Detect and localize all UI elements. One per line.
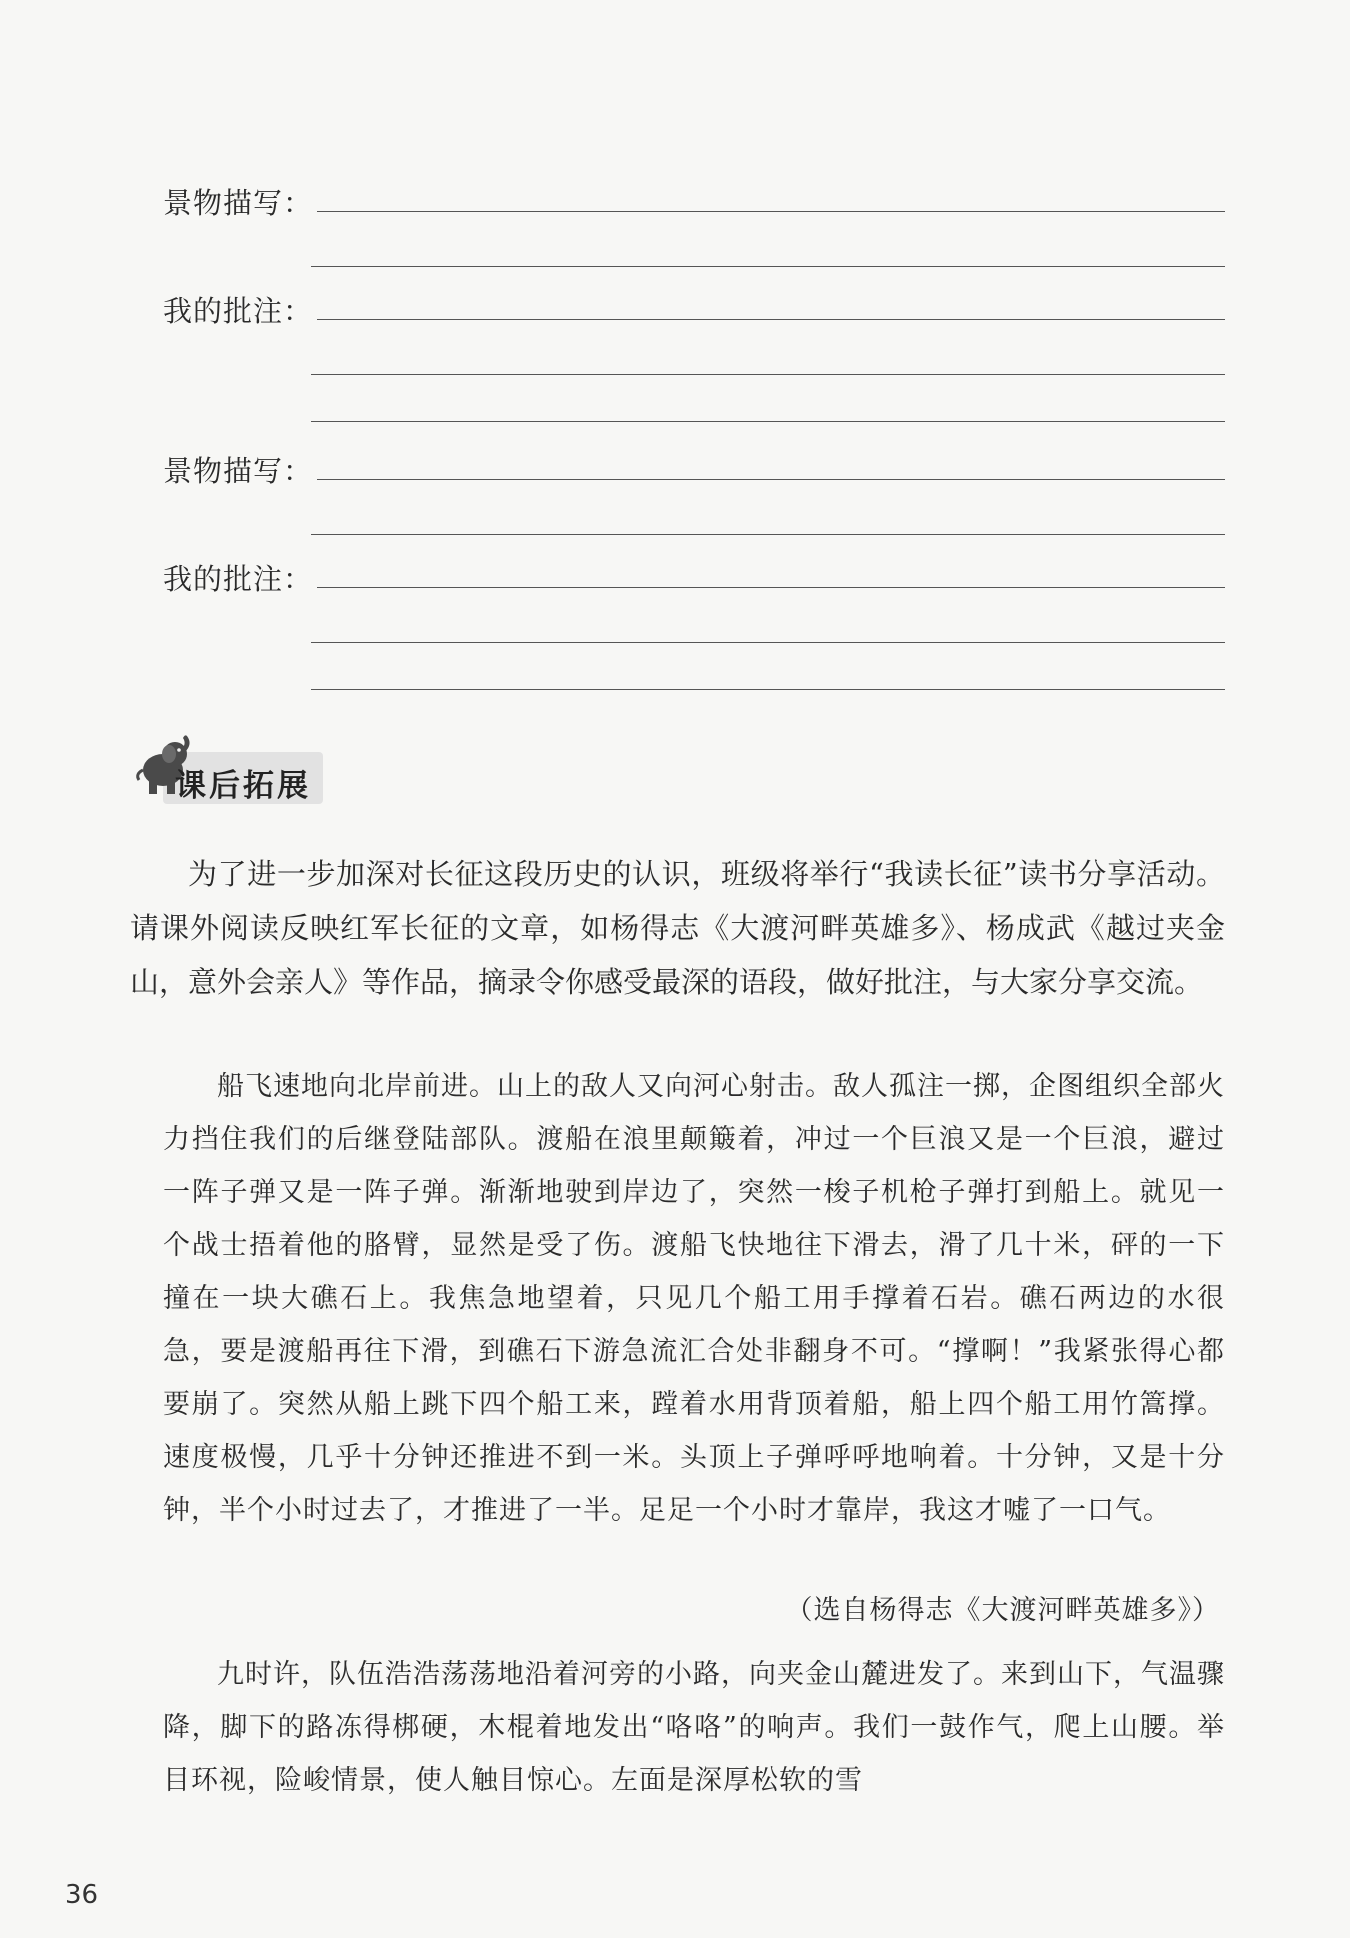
field-label: 景物描写： — [163, 186, 314, 220]
answer-line[interactable] — [311, 689, 1225, 690]
field-label: 我的批注： — [163, 294, 314, 328]
answer-line[interactable] — [311, 534, 1225, 535]
answer-line[interactable] — [317, 211, 1225, 212]
annotation-field-2 — [163, 538, 1225, 690]
answer-line[interactable] — [317, 319, 1225, 320]
answer-line[interactable] — [311, 374, 1225, 375]
scenery-description-field-2 — [163, 430, 1225, 535]
section-heading — [133, 730, 343, 810]
answer-line[interactable] — [311, 642, 1225, 643]
scenery-description-field-1 — [163, 162, 1225, 267]
section-title: 课后拓展 — [175, 768, 311, 804]
answer-line[interactable] — [317, 587, 1225, 588]
task-instructions: 为了进一步加深对长征这段历史的认识，班级将举行“我读长征”读书分享活动。请课外阅读反映红军长征的文章，如杨得志《大渡河畔英雄多》、杨成武《越过夹金山，意外会亲人》等作品，摘录令你感受最深的语段，做好批注，与大家分享交流。 — [130, 857, 1225, 999]
excerpt-paragraph-1: 船飞速地向北岸前进。山上的敌人又向河心射击。敌人孤注一掷，企图组织全部火力挡住我们的后继登陆部队。渡船在浪里颠簸着，冲过一个巨浪又是一个巨浪，避过一阵子弹又是一阵子弹。渐渐地驶到岸边了，突然一梭子机枪子弹打到船上。就见一个战士捂着他的胳臂，显然是受了伤。渡船飞快地往下滑去，滑了几十米，砰的一下撞在一块大礁石上。我焦急地望着，只见几个船工用手撑着石岩。礁石两边的水很急，要是渡船再往下滑，到礁石下游急流汇合处非翻身不可。“撑啊！”我紧张得心都要崩了。突然从船上跳下四个船工来，蹚着水用背顶着船，船上四个船工用竹篙撑。速度极慢，几乎十分钟还推进不到一米。头顶上子弹呼呼地响着。十分钟，又是十分钟，半个小时过去了，才推进了一半。足足一个小时才靠岸，我这才嘘了一口气。 — [163, 1071, 1225, 1526]
excerpt-paragraph-2: 九时许，队伍浩浩荡荡地沿着河旁的小路，向夹金山麓进发了。来到山下，气温骤降，脚下的路冻得梆硬，木棍着地发出“咯咯”的响声。我们一鼓作气，爬上山腰。举目环视，险峻情景，使人触目惊心。左面是深厚松软的雪 — [163, 1659, 1225, 1796]
answer-line[interactable] — [311, 421, 1225, 422]
answer-line[interactable] — [311, 266, 1225, 267]
field-label: 景物描写： — [163, 454, 314, 488]
excerpt-citation: （选自杨得志《大渡河畔英雄多》） — [785, 1595, 1220, 1626]
annotation-field-1 — [163, 270, 1225, 422]
page-number: 36 — [65, 1880, 99, 1910]
answer-line[interactable] — [317, 479, 1225, 480]
field-label: 我的批注： — [163, 562, 314, 596]
